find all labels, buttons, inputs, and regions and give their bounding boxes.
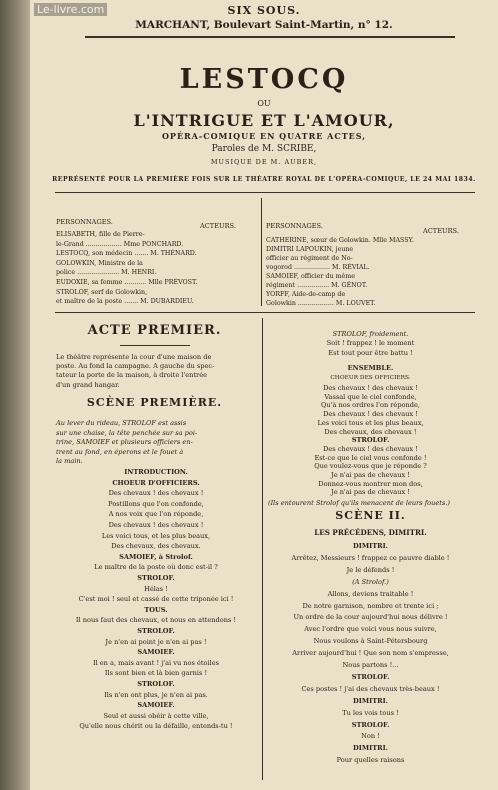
genre-line: OPÉRA-COMIQUE EN QUATRE ACTES, xyxy=(161,131,367,141)
dialogue-line: Avec l'ordre que voici vous nous suivre, xyxy=(304,625,437,634)
cast-right-acteurs: ACTEURS. xyxy=(423,227,459,235)
scene-1-heading: SCÈNE PREMIÈRE. xyxy=(86,396,223,409)
dialogue-line: Allons, deviens traitable ! xyxy=(327,589,414,598)
dialogue-line: STROLOF. xyxy=(351,672,390,681)
verse-line: Je n'ai pas de chevaux ! xyxy=(331,488,410,497)
cast-left-acteurs: ACTEURS. xyxy=(200,222,236,230)
cast-line: DIMITRI LAPOUKIN, jeune xyxy=(266,246,354,253)
song-line: CHOEUR D'OFFICIERS. xyxy=(112,478,200,487)
dialogue-line: Non ! xyxy=(361,732,380,741)
column-divider xyxy=(262,318,263,780)
cast-line: STROLOF, serf de Golowkin, xyxy=(56,288,148,296)
dialogue-line: Nous voulons à Saint-Pétersbourg xyxy=(313,637,428,646)
cast-line: LESTOCQ, son médecin ....... M. THÉNARD. xyxy=(56,250,197,258)
cast-line: police ..................... M. HENRI. xyxy=(56,269,157,277)
play-title: LESTOCQ xyxy=(179,64,349,95)
verse-line: Est-ce que le ciel vous confonde ! xyxy=(314,453,427,462)
ensemble-heading: ENSEMBLE. xyxy=(347,364,394,372)
cast-line: vogorod .................. M. RÉVIAL. xyxy=(266,264,370,271)
verse-line: Que voulez-vous que je réponde ? xyxy=(314,462,427,471)
song-line: SAMOIEF, à Strolof. xyxy=(119,552,193,561)
stage-setting-line: poste. Au fond la campagne. A gauche du spec- xyxy=(56,362,215,371)
song-line: Hélas ! xyxy=(144,584,168,593)
stage-direction-line: Au lever du rideau, STROLOF est assis xyxy=(56,419,187,427)
song-line: SAMOIEF. xyxy=(137,648,175,657)
song-line: STROLOF. xyxy=(137,680,175,688)
cast-line: et maître de la poste ....... M. DUBARDIEU. xyxy=(56,298,194,306)
text-line: STROLOF, froidement. xyxy=(332,330,409,338)
cast-line: officier au régiment de No- xyxy=(266,255,353,262)
scene-2-cast: LES PRÉCÉDENS, DIMITRI. xyxy=(314,528,427,537)
song-line: Seul et aussi obéir à cette ville, xyxy=(103,711,209,720)
song-line: A nos voix que l'on réponde, xyxy=(108,510,204,519)
stage-setting-line: tateur la porte de la maison, à droite l'entrée xyxy=(56,371,207,380)
play-subtitle: L'INTRIGUE ET L'AMOUR, xyxy=(133,111,395,130)
song-line: C'est moi ! seul et cassé de cette triponée ici ! xyxy=(78,595,234,604)
author-line: Paroles de M. SCRIBE, xyxy=(211,144,317,154)
song-line: Je n'en ai point je n'en ai pas ! xyxy=(105,637,207,646)
stage-setting-line: d'un grand hangar. xyxy=(56,380,120,389)
title-ou: OU xyxy=(257,99,271,108)
verse-line: Des chevaux, des chevaux ! xyxy=(324,427,417,436)
stage-direction-line: la main. xyxy=(56,457,83,465)
header-rule xyxy=(85,36,455,38)
chorus-heading: CHOEUR DES OFFICIERS. xyxy=(330,375,411,381)
cast-line: GOLOWKIN, Ministre de la xyxy=(56,259,143,267)
verse-line: STROLOF. xyxy=(351,436,390,445)
song-line: STROLOF. xyxy=(137,574,175,582)
composer-line: MUSIQUE DE M. AUBER, xyxy=(210,158,318,166)
verse-line: Vassal que le ciel confonde, xyxy=(324,392,417,401)
dialogue-line: Je le défends ! xyxy=(346,565,395,574)
dialogue-line: Un ordre de la cour aujourd'hui nous délivre ! xyxy=(293,613,448,622)
dialogue-line: Pour quelles raisons xyxy=(336,756,405,765)
text-line: Est tout pour être battu ! xyxy=(328,348,413,357)
publisher-address: MARCHANT, Boulevart Saint-Martin, n° 12. xyxy=(135,19,393,31)
stage-direction-line: sur une chaise, la tête penchée sur sa poi- xyxy=(56,428,198,437)
cast-divider xyxy=(261,198,262,306)
text-line: Soit ! frappez ! le moment xyxy=(326,339,415,348)
song-line: Ils sont bien et là bien garnis ! xyxy=(104,669,208,678)
dialogue-line: DIMITRI. xyxy=(353,744,388,753)
cast-line: YORFF, Aide-de-camp de xyxy=(266,291,346,298)
verse-line: Je n'ai pas de chevaux ! xyxy=(331,471,410,479)
dialogue-line: STROLOF. xyxy=(351,720,390,729)
song-line: Des chevaux ! des chevaux ! xyxy=(108,521,204,529)
verse-line: Qu'à nos ordres l'on réponde, xyxy=(320,401,420,410)
song-line: Des chevaux ! des chevaux ! xyxy=(108,489,204,498)
stage-direction-line: trent au fond, en éperons et le fouet à xyxy=(56,447,184,456)
dialogue-line: DIMITRI. xyxy=(353,542,388,550)
book-spine xyxy=(0,0,30,790)
dialogue-line: De notre garnison, nombre et trente ici ; xyxy=(302,601,439,610)
dialogue-line: Tu les vois tous ! xyxy=(342,708,399,717)
dialogue-line: DIMITRI. xyxy=(353,696,388,705)
act-rule xyxy=(120,345,190,346)
song-line: Le maître de la poste où donc est-il ? xyxy=(94,563,218,572)
cast-line: le-Grand .................. Mme PONCHARD. xyxy=(56,240,184,248)
act-heading: ACTE PREMIER. xyxy=(87,323,222,338)
cast-rule xyxy=(55,312,475,313)
song-line: TOUS. xyxy=(144,605,168,614)
book-page xyxy=(30,0,498,790)
dialogue-line: Arriver aujourd'hui ! Que son nom s'empresse, xyxy=(292,649,449,658)
song-line: Des chevaux, des chevaux. xyxy=(111,542,201,551)
scene-2-heading: SCÈNE II. xyxy=(335,509,406,522)
cast-line: EUDOXIE, sa femme ........... Mlle PRÉVOST. xyxy=(56,279,198,286)
song-line: INTRODUCTION. xyxy=(124,468,188,476)
dialogue-line: Arrêtez, Messieurs ! frappez ce pauvre diable ! xyxy=(291,553,450,562)
song-line: SAMOIEF. xyxy=(137,701,175,710)
premiere-line: REPRÉSENTÉ POUR LA PREMIÈRE FOIS SUR LE THÉATRE ROYAL DE L'OPÉRA-COMIQUE, LE 24 MAI 1834. xyxy=(52,176,476,183)
song-line: Il nous faut des chevaux, et nous en attendons ! xyxy=(75,616,237,625)
cast-line: régiment ................ M. GÉNOT. xyxy=(266,282,368,289)
watermark: Le-livre.com xyxy=(34,3,107,16)
title-rule xyxy=(55,192,475,193)
dialogue-line: Ces postes ! j'ai des chevaux très-beaux ! xyxy=(301,684,440,693)
song-line: Qu'elle nous chérit ou la défaille, entends-tu ! xyxy=(79,722,233,731)
verse-line: Donnez-vous montrer mon dos, xyxy=(318,479,423,488)
cast-left-head: PERSONNAGES. xyxy=(56,218,113,226)
stage-note: (Ils entourent Strolof qu'ils menacent de leurs fouets.) xyxy=(268,499,450,507)
song-line: STROLOF. xyxy=(137,627,175,635)
verse-line: Des chevaux ! des chevaux ! xyxy=(323,384,418,392)
price-line: SIX SOUS. xyxy=(227,4,301,17)
song-line: Ils n'en ont plus, je n'en ai pas. xyxy=(104,690,208,699)
verse-line: Des chevaux ! des chevaux ! xyxy=(323,444,418,453)
cast-line: SAMOIEF, officier du même xyxy=(266,273,355,280)
dialogue-line: (A Strolof.) xyxy=(352,577,389,586)
cast-line: ELISABETH, fille de Pierre- xyxy=(56,231,145,238)
cast-line: CATHERINE, sœur de Golowkin. Mlle MASSY. xyxy=(266,237,414,244)
song-line: Il en a, mais avant ! j'ai vu nos étoiles xyxy=(92,658,220,667)
verse-line: Les voici tous et les plus beaux, xyxy=(317,418,424,427)
cast-right-head: PERSONNAGES. xyxy=(266,222,323,230)
cast-line: Golowkin .................. M. LOUVET. xyxy=(266,300,376,307)
song-line: Les voici tous, et les plus beaux, xyxy=(101,531,211,540)
verse-line: Des chevaux ! des chevaux ! xyxy=(323,410,418,419)
song-line: Postillons que l'on confonde, xyxy=(108,499,204,508)
stage-direction-line: trine, SAMOIEF et plusieurs officiers en- xyxy=(56,438,193,446)
dialogue-line: Nous partons !... xyxy=(342,661,399,669)
stage-setting-line: Le théâtre représente la cour d'une maison de xyxy=(56,353,212,361)
